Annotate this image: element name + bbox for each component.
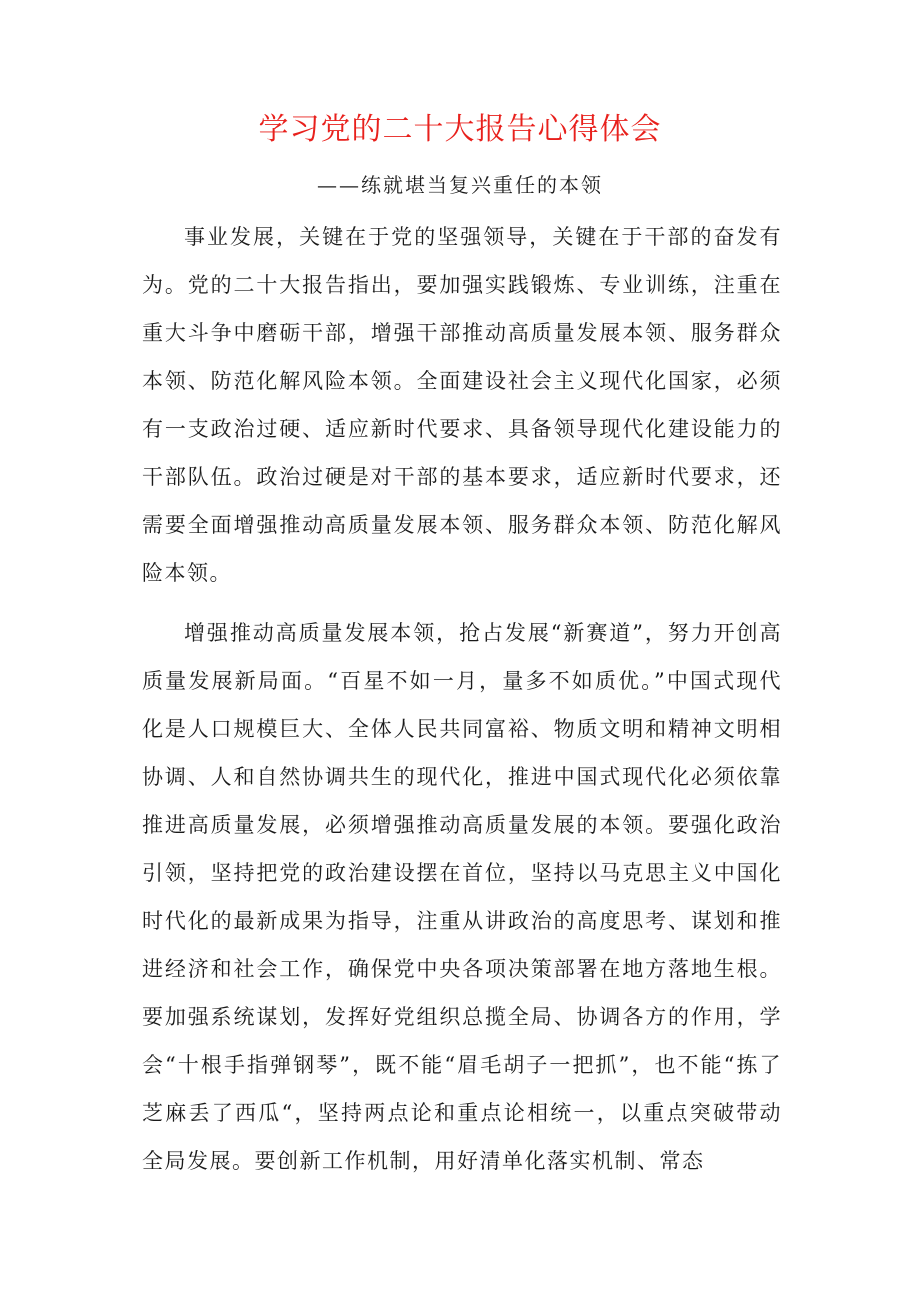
paragraph-1: 事业发展，关键在于党的坚强领导，关键在于干部的奋发有为。党的二十大报告指出，要加强实践锻炼、专业训练，注重在重大斗争中磨砺干部，增强干部推动高质量发展本领、服务群众本领、防范化解风险本领。全面建设社会主义现代化国家，必须有一支政治过硬、适应新时代要求、具备领导现代化建设能力的干部队伍。政治过硬是对干部的基本要求，适应新时代要求，还需要全面增强推动高质量发展本领、服务群众本领、防范化解风险本领。 [142, 225, 782, 585]
document-title: 学习党的二十大报告心得体会 [258, 112, 662, 147]
document-body [142, 213, 782, 1185]
paragraph-2: 增强推动高质量发展本领，抢占发展“新赛道”，努力开创高质量发展新局面。“百星不如一月，量多不如质优。”中国式现代化是人口规模巨大、全体人民共同富裕、物质文明和精神文明相协调、人和自然协调共生的现代化，推进中国式现代化必须依靠推进高质量发展，必须增强推动高质量发展的本领。要强化政治引领，坚持把党的政治建设摆在首位，坚持以马克思主义中国化时代化的最新成果为指导，注重从讲政治的高度思考、谋划和推进经济和社会工作，确保党中央各项决策部署在地方落地生根。要加强系统谋划，发挥好党组织总揽全局、协调各方的作用，学会“十根手指弹钢琴”，既不能“眉毛胡子一把抓”，也不能“拣了芝麻丢了西瓜“，坚持两点论和重点论相统一，以重点突破带动全局发展。要创新工作机制，用好清单化落实机制、常态 [142, 621, 782, 1173]
document-subtitle: ——练就堪当复兴重任的本领 [317, 173, 603, 197]
